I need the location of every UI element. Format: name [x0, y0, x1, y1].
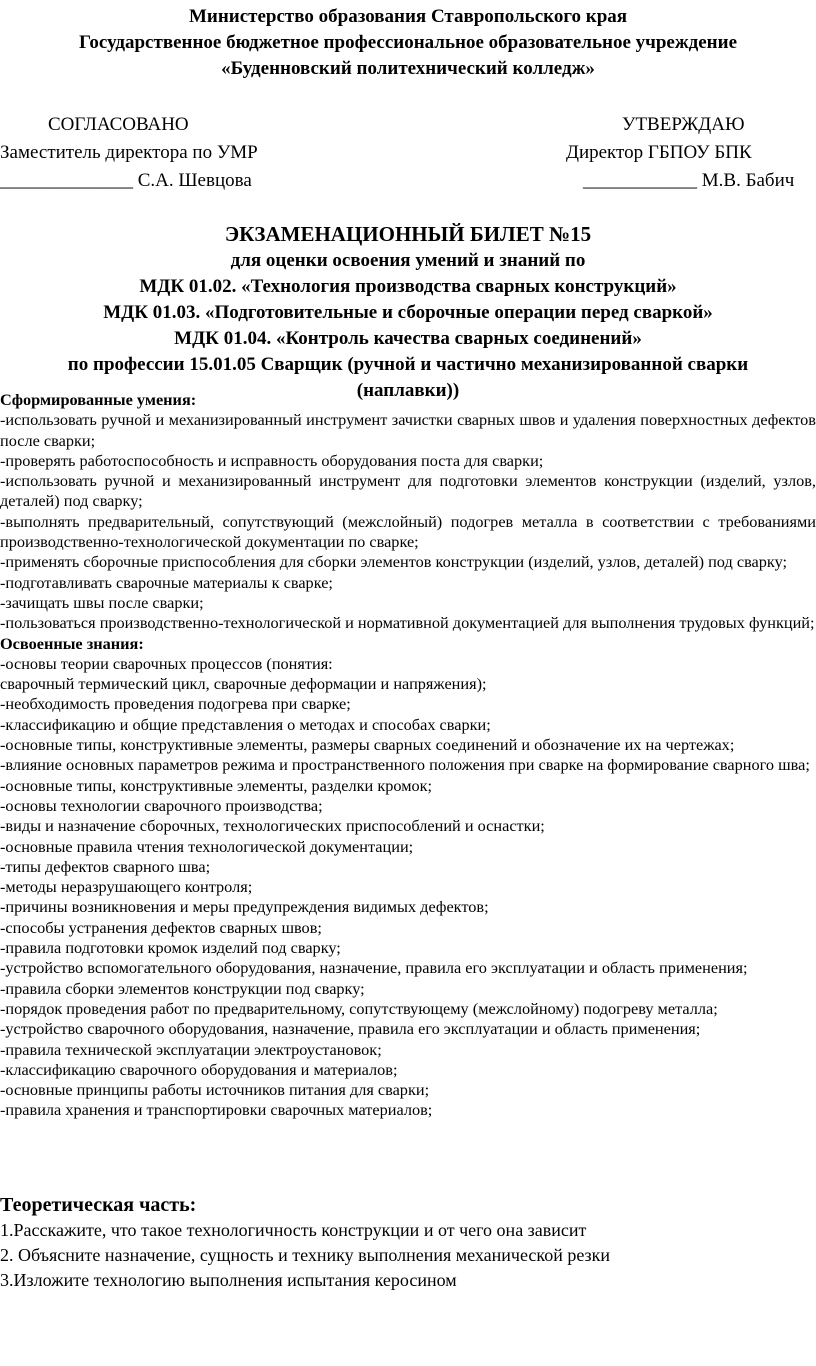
- skill-item: -использовать ручной и механизированный инструмент зачистки сварных швов и удаления поверхностных дефектов после сварки;: [0, 410, 816, 450]
- profession-line-continued: (наплавки)): [356, 380, 460, 401]
- deputy-director-position: Заместитель директора по УМР: [0, 142, 258, 163]
- knowledge-item: -методы неразрушающего контроля;: [0, 877, 253, 897]
- knowledge-item: -порядок проведения работ по предварительному, сопутствующему (межслойному) подогреву металла;: [0, 998, 718, 1018]
- skill-item: -пользоваться производственно-технологической и нормативной документацией для выполнения трудовых функций;: [0, 613, 815, 633]
- knowledge-item: -необходимость проведения подогрева при сварке;: [0, 694, 351, 714]
- skill-item: -применять сборочные приспособления для сборки элементов конструкции (изделий, узлов, деталей) под сварку;: [0, 552, 788, 572]
- theory-heading: Теоретическая часть:: [0, 1194, 197, 1216]
- skill-item: -проверять работоспособность и исправность оборудования поста для сварки;: [0, 450, 544, 470]
- knowledge-item: -классификацию и общие представления о методах и способах сварки;: [0, 714, 491, 734]
- director-position: Директор ГБПОУ БПК: [566, 142, 752, 163]
- knowledge-item: -виды и назначение сборочных, технологических приспособлений и оснастки;: [0, 816, 545, 836]
- ministry-line: Министерство образования Ставропольского края: [188, 6, 628, 27]
- knowledge-heading: Освоенные знания:: [0, 633, 144, 653]
- skill-item: -выполнять предварительный, сопутствующий (межслойный) подогрев металла в соответствии с требованиями производственно-технологической документации по сварке;: [0, 511, 816, 552]
- knowledge-item: -основы технологии сварочного производства;: [0, 795, 323, 815]
- theory-question: 3.Изложите технологию выполнения испытания керосином: [0, 1270, 457, 1290]
- deputy-signature-line: ______________ С.А. Шевцова: [0, 170, 252, 191]
- mdk-0102-line: МДК 01.02. «Технология производства сварных конструкций»: [139, 276, 677, 297]
- knowledge-item: -правила хранения и транспортировки сварочных материалов;: [0, 1100, 433, 1120]
- knowledge-item: -основы теории сварочных процессов (понятия:: [0, 653, 333, 673]
- theory-question: 1.Расскажите, что такое технологичность конструкции и от чего она зависит: [0, 1220, 587, 1240]
- knowledge-item: сварочный термический цикл, сварочные деформации и напряжения);: [0, 674, 487, 694]
- knowledge-item: -основные правила чтения технологической документации;: [0, 836, 414, 856]
- knowledge-item: -устройство вспомогательного оборудования, назначение, правила его эксплуатации и область применения;: [0, 958, 748, 978]
- knowledge-item: -способы устранения дефектов сварных швов;: [0, 917, 322, 937]
- skills-heading: Сформированные умения:: [0, 390, 197, 409]
- college-name-line: «Буденновский политехнический колледж»: [221, 58, 595, 79]
- director-signature-line: ____________ М.В. Бабич: [583, 170, 795, 191]
- knowledge-list: [0, 654, 816, 1121]
- theory-section: [0, 1192, 816, 1293]
- competencies-section: [0, 390, 816, 1121]
- knowledge-item: -устройство сварочного оборудования, назначение, правила его эксплуатации и область применения;: [0, 1019, 701, 1039]
- questions-list: [0, 1218, 816, 1293]
- knowledge-item: -правила сборки элементов конструкции под сварку;: [0, 978, 365, 998]
- knowledge-item: -основные типы, конструктивные элементы, размеры сварных соединений и обозначение их на чертежах;: [0, 735, 735, 755]
- institution-type-line: Государственное бюджетное профессиональное образовательное учреждение: [78, 32, 738, 53]
- skill-item: -зачищать швы после сварки;: [0, 592, 204, 612]
- knowledge-item: -основные принципы работы источников питания для сварки;: [0, 1080, 430, 1100]
- theory-question: 2. Объясните назначение, сущность и технику выполнения механической резки: [0, 1245, 611, 1265]
- knowledge-item: -влияние основных параметров режима и пространственного положения при сварке на формирование сварного шва;: [0, 755, 810, 775]
- ticket-title: ЭКЗАМЕНАЦИОННЫЙ БИЛЕТ №15: [224, 222, 592, 246]
- mdk-0104-line: МДК 01.04. «Контроль качества сварных соединений»: [174, 328, 642, 349]
- ticket-subtitle-line: для оценки освоения умений и знаний по: [230, 250, 586, 271]
- skill-item: -использовать ручной и механизированный инструмент для подготовки элементов конструкции (изделий, узлов, деталей) под сварку;: [0, 471, 816, 511]
- skill-item: -подготавливать сварочные материалы к сварке;: [0, 572, 333, 592]
- knowledge-item: -причины возникновения и меры предупреждения видимых дефектов;: [0, 897, 489, 917]
- agreed-label: СОГЛАСОВАНО: [48, 114, 189, 135]
- knowledge-item: -правила подготовки кромок изделий под сварку;: [0, 938, 341, 958]
- profession-line: по профессии 15.01.05 Сварщик (ручной и частично механизированной сварки: [67, 354, 749, 375]
- knowledge-item: -основные типы, конструктивные элементы, разделки кромок;: [0, 775, 433, 795]
- knowledge-item: -правила технической эксплуатации электроустановок;: [0, 1039, 382, 1059]
- ticket-title-block: [0, 220, 816, 404]
- knowledge-item: -классификацию сварочного оборудования и материалов;: [0, 1059, 398, 1079]
- approve-label: УТВЕРЖДАЮ: [622, 114, 745, 135]
- knowledge-item: -типы дефектов сварного шва;: [0, 856, 211, 876]
- mdk-0103-line: МДК 01.03. «Подготовительные и сборочные операции перед сваркой»: [103, 302, 713, 323]
- skills-list: [0, 410, 816, 633]
